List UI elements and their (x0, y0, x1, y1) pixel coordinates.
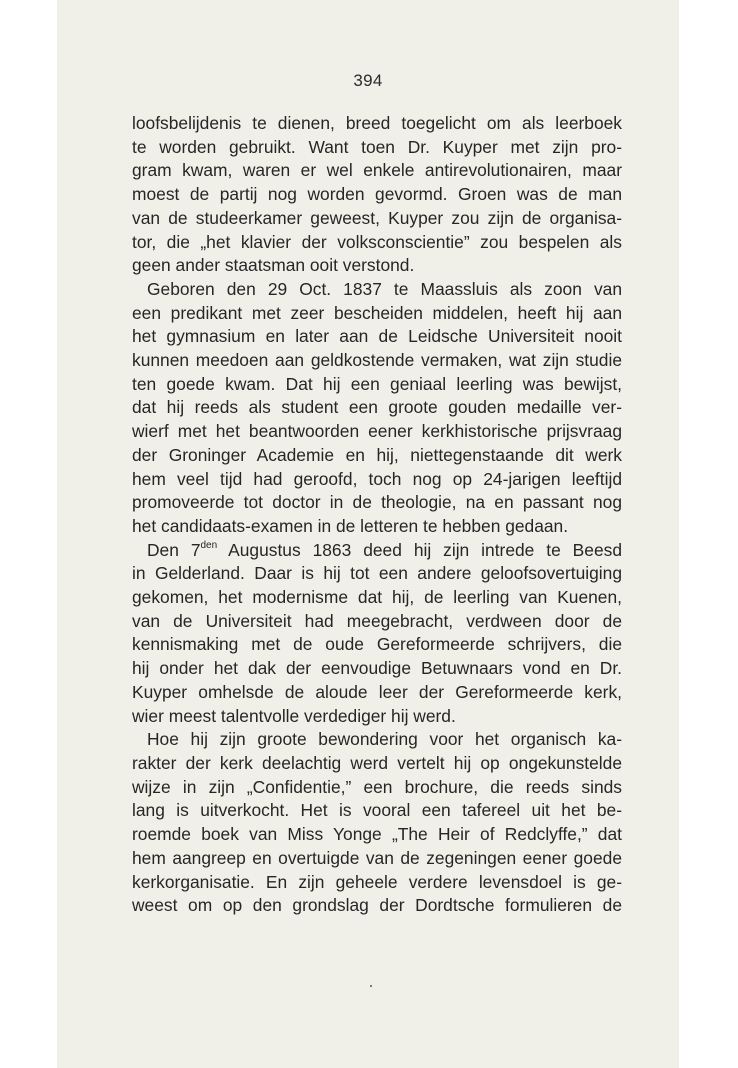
text-line: het gymnasium en later aan de Leidsche Universiteit nooit (132, 326, 622, 347)
page-speck (370, 985, 372, 987)
page-number: 394 (353, 71, 383, 90)
text-line: wijze in zijn „Confidentie,” een brochure, die reeds sinds (132, 776, 622, 797)
text-line: kerkorganisatie. En zijn geheele verdere levensdoel is ge- (132, 871, 622, 892)
text-line: kunnen meedoen aan geldkostende vermaken, wat zijn studie (132, 350, 622, 371)
text-line: Geboren den 29 Oct. 1837 te Maassluis als zoon van (147, 278, 622, 299)
text-line: wier meest talentvolle verdediger hij werd. (132, 705, 456, 726)
text-line: Kuyper omhelsde de aloude leer der Gereformeerde kerk, (132, 681, 622, 702)
text-line: hem veel tijd had geroofd, toch nog op 24-jarigen leeftijd (132, 468, 622, 489)
text-line: gram kwam, waren er wel enkele antirevolutionairen, maar (132, 160, 622, 181)
text-line: promoveerde tot doctor in de theologie, na en passant nog (132, 492, 622, 513)
text-line: rakter der kerk deelachtig werd vertelt hij op ongekunstelde (132, 752, 622, 773)
text-line: der Groninger Academie en hij, niettegenstaande dit werk (132, 444, 622, 465)
text-line: lang is uitverkocht. Het is vooral een tafereel uit het be- (132, 800, 622, 821)
text-line: wierf met het beantwoorden eener kerkhistorische prijsvraag (132, 421, 622, 442)
book-page (57, 0, 679, 1068)
text-line: geen ander staatsman ooit verstond. (132, 255, 415, 276)
text-line: hij onder het dak der eenvoudige Betuwnaars vond en Dr. (132, 658, 622, 679)
text-line: Den $7^{den}$ Augustus 1863 deed hij zijn intrede te Beesd (147, 539, 622, 560)
text-line: moest de partij nog worden gevormd. Groen was de man (132, 184, 622, 205)
text-line: loofsbelijdenis te dienen, breed toegelicht om als leerboek (132, 113, 622, 133)
text-line: van de studeerkamer geweest, Kuyper zou zijn de organisa- (132, 207, 622, 228)
text-line: een predikant met zeer bescheiden middelen, heeft hij aan (132, 302, 622, 323)
text-line: weest om op den grondslag der Dordtsche formulieren de (132, 895, 622, 916)
text-line: gekomen, het modernisme dat hij, de leerling van Kuenen, (132, 587, 622, 608)
text-line: het candidaats-examen in de letteren te hebben gedaan. (132, 515, 569, 536)
body-text (132, 112, 622, 918)
text-line: hem aangreep en overtuigde van de zegeningen eener goede (132, 847, 622, 868)
text-line: te worden gebruikt. Want toen Dr. Kuyper met zijn pro- (132, 136, 622, 157)
ordinal-superscript: den (200, 539, 218, 551)
text-line: dat hij reeds als student een groote gouden medaille ver- (132, 397, 622, 418)
text-line: ten goede kwam. Dat hij een geniaal leerling was bewijst, (132, 373, 622, 394)
text-line: tor, die „het klavier der volksconscientie” zou bespelen als (132, 231, 622, 252)
text-line: Hoe hij zijn groote bewondering voor het organisch ka- (147, 729, 622, 750)
text-line: van de Universiteit had meegebracht, verdween door de (132, 610, 622, 631)
text-line: in Gelderland. Daar is hij tot een andere geloofsovertuiging (132, 563, 622, 584)
text-line: kennismaking met de oude Gereformeerde schrijvers, die (132, 634, 622, 655)
text-line: roemde boek van Miss Yonge „The Heir of Redclyffe,” dat (132, 824, 622, 845)
